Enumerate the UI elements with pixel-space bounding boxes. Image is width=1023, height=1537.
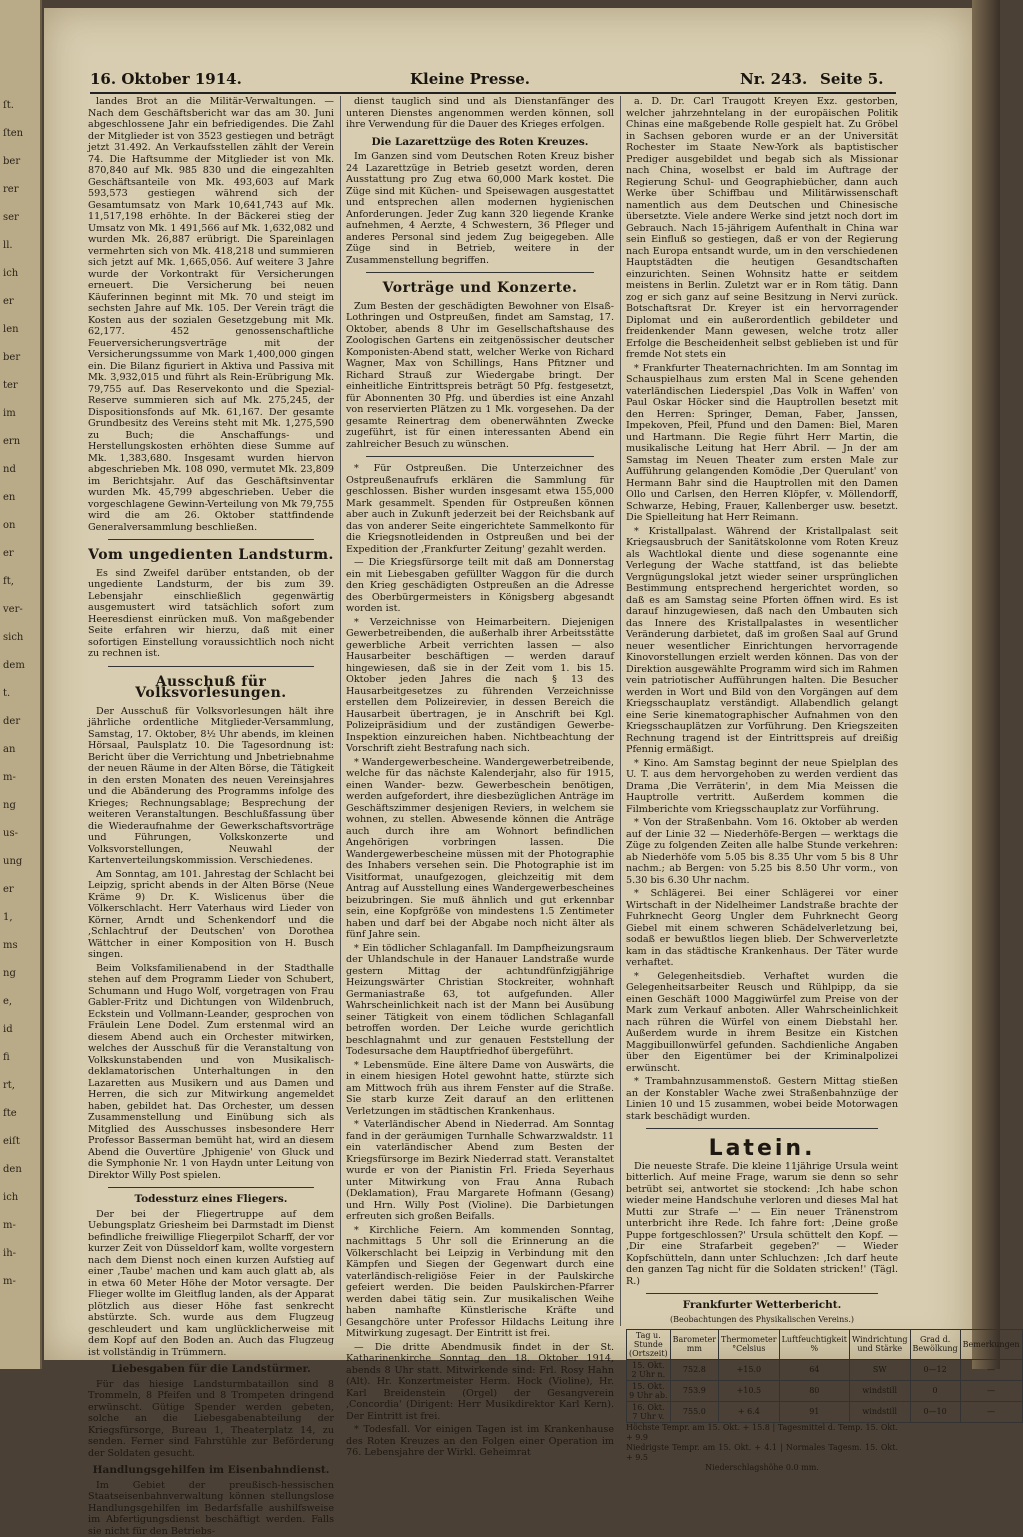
book-spine: [972, 0, 1000, 1369]
weather-row: [627, 1401, 1023, 1422]
previous-page-text-fragment: der: [3, 716, 20, 728]
divider: [108, 666, 314, 667]
previous-page-text-fragment: ern: [3, 436, 20, 448]
divider: [646, 1128, 878, 1129]
weather-cell: +10.5: [719, 1380, 780, 1401]
weather-cell: 15. Okt. 9 Uhr ab.: [627, 1380, 671, 1401]
article-text: * Trambahnzusammenstoß. Gestern Mittag stießen an der Konstabler Wache zwei Straßenbahnzüge der Linien 10 und 15 zusammen, wobei beide Motorwagen stark beschädigt wurden.: [626, 1076, 898, 1122]
article-text: * Wandergewerbescheine. Wandergewerbetreibende, welche für das nächste Kalenderjahr, also für 1915, einen Wander- bezw. Gewerbeschein benötigen, werden aufgefordert, ihre diesbezüglichen Anträge im Geschäftszimmer desjenigen Reviers, in welchem sie wohnen, zu stellen. Abwesende können die Anträge auch durch ihre am Wohnort befindlichen Angehörigen vorbringen lassen. Die Wandergewerbescheine müssen mit der Photographie des Inhabers versehen sein. Die Photographie ist im Visitformat, unaufgezogen, gleichzeitig mit dem Antrag auf Ausstellung eines Wandergewerbescheines beizubringen. Sie muß ähnlich und gut erkennbar sein, eine Kopfgröße von mindestens 1.5 Zentimeter haben und darf bei der Abgabe noch nicht älter als fünf Jahre sein.: [346, 757, 614, 941]
article-text: * Kristallpalast. Während der Kristallpalast seit Kriegsausbruch der Sanitätskolonne vom Roten Kreuz als Wachtlokal diente und diese sogenannte eine Verlegung der Wache stattfand, ist das beliebte Vergnügungslokal jetzt wieder seiner ursprünglichen Bestimmung entsprechend hergerichtet worden, so daß es am Samstag seine Pforten öffnen wird. Es ist darauf hinzugewiesen, daß nach den Umbauten sich das Innere des Kristallpalastes in wesentlicher Veränderung darbietet, daß im großen Saal auf Grund neuer wesentlicher Einrichtungen hervorragende Kinovorstellungen erzielt werden können. Das von der Direktion ausgewählte Programm wird sich im Rahmen vein patriotischer Aufführungen halten. Die Besucher werden in Wort und Bild von den Vorgängen auf dem Kriegsschauplatz verständigt. Allabendlich gelangt eine Serie kinematographischer Aufnahmen von den Kriegsschauplätzen zur Vorführung. Den Kriegszeiten Rechnung tragend ist der Eintrittspreis auf dreißig Pfennig ermäßigt.: [626, 526, 898, 756]
weather-header-cell: Barometer mm: [670, 1329, 718, 1359]
previous-page-text-fragment: fi: [3, 1052, 10, 1064]
previous-page-text-fragment: on: [3, 520, 15, 532]
previous-page-text-fragment: id: [3, 1024, 13, 1036]
previous-page-text-fragment: eiſt: [3, 1136, 20, 1148]
headline: Ausschuß für Volksvorlesungen.: [88, 677, 334, 700]
article-text: * Von der Straßenbahn. Vom 16. Oktober ab werden auf der Linie 32 — Niederhöfe-Bergen — werktags die Züge zu folgenden Zeiten alle halbe Stunde verkehren: ab Niederhöfe vom 5.05 bis 8.35 Uhr vom 5 bis 8 Uhr nachm.; ab Bergen: von 5.25 bis 8.50 Uhr vorm., von 5.30 bis 6.30 Uhr nachm.: [626, 817, 898, 886]
previous-page-text-fragment: dem: [3, 660, 25, 672]
article-text: — Die Kriegsfürsorge teilt mit daß am Donnerstag ein mit Liebesgaben gefüllter Waggon für die durch den Krieg geschädigten Ostpreußen an die Adresse des Oberbürgermeisters in Königsberg abgesandt worden ist.: [346, 557, 614, 615]
previous-page-text-fragment: ver-: [3, 604, 23, 616]
weather-cell: 64: [779, 1359, 849, 1380]
headline: Vorträge und Konzerte.: [346, 283, 614, 295]
previous-page-text-fragment: ung: [3, 856, 22, 868]
weather-cell: 755.0: [670, 1401, 718, 1422]
previous-page-text-fragment: m-: [3, 772, 16, 784]
weather-cell: —: [960, 1359, 1022, 1380]
previous-page-text-fragment: ter: [3, 380, 18, 392]
previous-page-text-fragment: er: [3, 884, 14, 896]
weather-cell: + 6.4: [719, 1401, 780, 1422]
previous-page-text-fragment: im: [3, 408, 16, 420]
article-text: Die neueste Strafe. Die kleine 11jährige Ursula weint bitterlich. Auf meine Frage, warum sie denn so sehr betrübt sei, antwortet sie stockend: ‚Ich habe schon wieder meine Handschuhe verloren und dieses Mal hat Mutti zur Strafe —' — Ein neuer Tränenstrom unterbricht ihre Rede. Ich fahre fort: ‚Deine große Puppe fortgeschlossen?' Ursula schüttelt den Kopf. — ‚Dir eine Strafarbeit gegeben?' — Wieder Kopfschütteln, dann unter Schluchzen: ‚Ich darf heute den ganzen Tag nicht für die Soldaten stricken!' (Tägl. R.): [626, 1161, 898, 1288]
weather-cell: 0—10: [910, 1401, 960, 1422]
article-text: * Kirchliche Feiern. Am kommenden Sonntag, nachmittags 5 Uhr soll die Erinnerung an die Völkerschlacht bei Leipzig in Verbindung mit den Kämpfen und Siegen der Gegenwart durch eine vaterländisch-religiöse Feier in der Paulskirche gefeiert werden. Die beiden Paulskirchen-Pfarrer werden dabei tätig sein. Zur musikalischen Weihe haben namhafte Künstlerische Kräfte und Gesangchöre unter Professor Hildachs Leitung ihre Mitwirkung zugesagt. Der Eintritt ist frei.: [346, 1225, 614, 1340]
previous-page-text-fragment: m-: [3, 1276, 16, 1288]
headline: Todessturz eines Fliegers.: [88, 1194, 334, 1206]
weather-cell: —: [960, 1380, 1022, 1401]
previous-page-text-fragment: m-: [3, 1220, 16, 1232]
previous-page-text-fragment: 1,: [3, 912, 13, 924]
article-text: Beim Volksfamilienabend in der Stadthalle stehen auf dem Programm Lieder von Schubert, Schumann und Hugo Wolf, vorgetragen von Frau Gabler-Fritz und Dichtungen von Wildenbruch, Eckstein und Vollmann-Leander, gesprochen von Fräulein Lene Dodel. Zum erstenmal wird an diesem Abend auch ein Orchester mitwirken, welches der Ausschuß für die Veranstaltung von Volkskunstabenden und von Musikalisch-deklamatorischen Unterhaltungen in den Lazaretten aus Musikern und aus Damen und Herren, die sich zur Mitwirkung angemeldet haben, gebildet hat. Das Orchester, um dessen Zusammenstellung und Einübung sich als Mitglied des Ausschusses insbesondere Herr Professor Basserman bemüht hat, wird an diesem Abend die Ouvertüre ‚Jphigenie' von Gluck und die Symphonie Nr. 1 von Haydn unter Leitung von Direktor Willy Post spielen.: [88, 963, 334, 1182]
weather-cell: 753.9: [670, 1380, 718, 1401]
previous-page-text-fragment: e,: [3, 996, 12, 1008]
article-text: — Die dritte Abendmusik findet in der St. Katharinenkirche Sonntag den 18. Oktober 1914, abends 8 Uhr statt. Mitwirkende sind: Frl. Rosy Hahn (Alt). Hr. Konzertmeister Herm. Hock (Violine), Hr. Karl Breidenstein (Orgel) der Gesangverein ‚Concordia' (Dirigent: Herr Musikdirektor Karl Kern). Der Eintritt ist frei.: [346, 1342, 614, 1423]
article-text: * Vaterländischer Abend in Niederrad. Am Sonntag fand in der geräumigen Turnhalle Schwarzwaldstr. 11 ein vaterländischer Abend zum Besten der Kriegsfürsorge im Bezirk Niederrad statt. Veranstaltet wurde er von der Pianistin Frl. Frieda Seyerhaus unter Mitwirkung von Frau Anna Rubach (Deklamation), Frau Margarete Hofmann (Gesang) und Hrn. Willy Post (Violine). Die Darbietungen erfreuten sich großen Beifalls.: [346, 1119, 614, 1223]
article-text: * Für Ostpreußen. Die Unterzeichner des Ostpreußenaufrufs erklären die Sammlung für geschlossen. Bisher wurden insgesamt etwa 155,000 Mark gesammelt. Spenden für Ostpreußen können aber auch in Zukunft jederzeit bei der Reichsbank auf das von anderer Seite eingerichtete Sammelkonto für die Kriegsnotleidenden in Ostpreußen und bei der Expedition der ‚Frankfurter Zeitung' gezahlt werden.: [346, 463, 614, 555]
article-text: Der bei der Fliegertruppe auf dem Uebungsplatz Griesheim bei Darmstadt im Dienst befindliche freiwillige Fliegerpilot Scharff, der vor kurzer Zeit von Düsseldorf kam, wollte vorgestern nach dem Dienst noch einen kurzen Aufstieg auf einer ‚Taube' machen und kam auch glatt ab, als in etwa 60 Meter Höhe der Motor versagte. Der Flieger wollte im Gleitflug landen, als der Apparat plötzlich aus dieser Höhe fast senkrecht abstürzte. Sch. wurde aus dem Flugzeug geschleudert und kam unglücklicherweise mit dem Kopf auf den Boden an. Auch das Flugzeug ist vollständig in Trümmern.: [88, 1209, 334, 1359]
column-3: [626, 96, 898, 1336]
article-text: * Gelegenheitsdieb. Verhaftet wurden die Gelegenheitsarbeiter Reusch und Rühlpipp, da sie einen Geschäft 1000 Maggiwürfel zum Preise von der Mark zum Verkauf anboten. Aller Wahrscheinlichkeit nach rühren die Würfel von einem Diebstahl her. Außerdem wurde in ihrem Besitze ein Kistchen Maggibuillonwürfel gefunden. Sachdienliche Angaben über den Eigentümer bei der Kriminalpolizei erwünscht.: [626, 971, 898, 1075]
weather-cell: 16. Okt. 7 Uhr v.: [627, 1401, 671, 1422]
headline: Vom ungedienten Landsturm.: [88, 550, 334, 562]
masthead-page: Seite 5.: [820, 70, 883, 88]
previous-page-text-fragment: ser: [3, 212, 19, 224]
article-text: dienst tauglich sind und als Dienstanfänger des unteren Dienstes angenommen werden können, soll ihre Verwendung für die Dauer des Krieges erfolgen.: [346, 96, 614, 131]
masthead-title: Kleine Presse.: [410, 70, 530, 88]
article-text: * Frankfurter Theaternachrichten. Im am Sonntag im Schauspielhaus zum ersten Mal in Scene gehenden vaterländischen Liederspiel ‚Das Volk in Waffen' von Paul Oskar Höcker sind die Hauptrollen besetzt mit den Herren: Springer, Deman, Faber, Janssen, Impekoven, Pfeil, Pfund und den Damen: Biel, Maren und Hartmann. Die Regie führt Herr Martin, die musikalische Leitung hat Herr Abril. — Jn der am Samstag im Neuen Theater zum ersten Male zur Aufführung gelangenden Komödie ‚Der Querulant' von Hermann Bahr sind die Hauptrollen mit den Damen Ollo und Carlsen, den Herren Klöpfer, v. Möllendorff, Schwarze, Hebing, Frauer, Kallenberger usw. besetzt. Die Spielleitung hat Herr Reimann.: [626, 363, 898, 524]
previous-page-text-fragment: fte: [3, 1108, 17, 1120]
article-text: * Ein tödlicher Schlaganfall. Im Dampfheizungsraum der Uhlandschule in der Hanauer Landstraße wurde gestern Mittag der achtundfünfzigjährige Heizungswärter Christian Stockreiter, wohnhaft Germaniastraße 63, tot aufgefunden. Aller Wahrscheinlichkeit nach ist der Mann bei Ausübung seiner Tätigkeit von einem tödlichen Schlaganfall betroffen worden. Der Leiche wurde gerichtlich beschlagnahmt und zur genauen Feststellung der Todesursache dem Hauptfriedhof übergeführt.: [346, 943, 614, 1058]
article-text: * Todesfall. Vor einigen Tagen ist im Krankenhause des Roten Kreuzes an den Folgen einer Operation im 76. Lebensjahre der Wirkl. Geheimrat: [346, 1424, 614, 1459]
previous-page-text-fragment: sich: [3, 632, 23, 644]
previous-page-edge: [0, 0, 42, 1369]
divider: [108, 1187, 314, 1188]
article-text: Im Gebiet der preußisch-hessischen Staatseisenbahnverwaltung können stellungslose Handlungsgehilfen im Bedarfsfalle aushilfsweise im Abfertigungsdienst beschäftigt werden. Falls sie nicht für den Betriebs-: [88, 1480, 334, 1537]
weather-subtitle: (Beobachtungen des Physikalischen Vereins.): [626, 1315, 898, 1325]
column-1: [88, 96, 334, 1336]
article-text: Zum Besten der geschädigten Bewohner von Elsaß-Lothringen und Ostpreußen, findet am Samstag, 17. Oktober, abends 8 Uhr im Gesellschaftshause des Zoologischen Gartens ein zeitgenössischer deutscher Komponisten-Abend statt, welcher Werke von Richard Wagner, Max von Schillings, Hans Pfitzner und Richard Strauß zur Wiedergabe bringt. Der einheitliche Eintrittspreis beträgt 50 Pfg. festgesetzt, für Abonnenten 30 Pfg. und überdies ist eine Anzahl von reservierten Plätzen zu 1 Mk. vorgesehen. Da der gesamte Reinertrag dem obenerwähnten Zwecke zugeführt, ist für einen interessanten Abend ein zahlreicher Besuch zu wünschen.: [346, 301, 614, 451]
previous-page-text-fragment: den: [3, 1164, 22, 1176]
article-text: landes Brot an die Militär-Verwaltungen. — Nach dem Geschäftsbericht war das am 30. Juni abgeschlossene Jahr ein befriedigendes. Die Zahl der Mitglieder ist von 3523 gestiegen und beträgt jetzt 31.492. An Verkaufsstellen zählt der Verein 74. Die Haftsumme der Mitglieder ist von Mk. 870,840 auf Mk. 985 830 und die eingezahlten Geschäftsanteile von Mk. 493,603 auf Mark 593,573 gestiegen während sich der Gesamtumsatz von Mark 10,641,743 auf Mk. 11,517,198 erhöhte. In der Bäckerei stieg der Umsatz von Mk. 1 491,566 auf Mk. 1,632,082 und wurden Mk. 26,887 erübrigt. Die Spareinlagen vermehrten sich von Mk. 418,218 und summieren sich jetzt auf Mk. 1,665,056. Auf weitere 3 Jahre wurde der Vorkontrakt für Versicherungen erneuert. Die Versicherung bei neuen Käuferinnen beginnt mit Mk. 70 und steigt im sechsten Jahre auf Mk. 105. Der Verein trägt die Kosten aus der sozialen Gesetzgebung mit Mk. 62,177. 452 genossenschaftliche Feuerversicherungsverträge mit der Versicherungssumme von Mark 1,400,000 gingen ein. Die Bilanz figuriert in Aktiva und Passiva mit Mk. 3,932,015 und führt als Rein-Erübrigung Mk. 79,755 auf. Das Reservekonto und die Spezial-Reserve summieren sich auf Mk. 275,245, der Dispositionsfonds auf Mk. 61,167. Der gesamte Grundbesitz des Vereins steht mit Mk. 1,275,590 zu Buch; die Anschaffungs- und Herstellungskosten erhöhten diese Summe auf Mk. 1,383,680. Insgesamt wurden hiervon abgeschrieben Mk. 108 090, vermutet Mk. 23,809 im Berichtsjahr. Auf das Geschäftsinventar wurden Mk. 45,799 abgeschrieben. Ueber die vorgeschlagene Gewinn-Verteilung von Mk 79,755 wird die am 26. Oktober stattfindende Generalversammlung beschließen.: [88, 96, 334, 533]
weather-header-cell: Luftfeuchtigkeit %: [779, 1329, 849, 1359]
weather-title: Frankfurter Wetterbericht.: [626, 1300, 898, 1312]
weather-row: [627, 1380, 1023, 1401]
previous-page-text-fragment: t.: [3, 688, 10, 700]
article-text: a. D. Dr. Carl Traugott Kreyen Exz. gestorben, welcher jahrzehntelang in der europäischen Politik Chinas eine maßgebende Rolle gespielt hat. Zu Gröbel in Sachsen geboren wurde er an der Universität Rochester im Staate New-York als baptistischer Prediger ausgebildet und begab sich als Missionar nach China, woselbst er bald im Auftrage der Regierung Schul- und Geographiebücher, dann auch Werke über Schiffbau und Militärwissenschaft namentlich aus dem Deutschen und Chinesische übersetzte. Viele andere Werke sind jetzt noch dort im Gebrauch. Nach 15-jährigem Aufenthalt in China war sein Einfluß so gestiegen, daß er von der Regierung nach Europa entsandt wurde, um in den verschiedenen Hauptstädten die heutigen Gesandtschaften einzurichten. Seinen Wohnsitz hatte er seitdem meistens in Berlin. Zuletzt war er in Rom tätig. Dann zog er sich ganz auf seine Besitzung in Nervi zurück. Botschaftsrat Dr. Kreyer ist ein hervorragender Diplomat und ein außerordentlich gebildeter und freidenkender Mann gewesen, welche trotz aller Erfolge die Bescheidenheit selbst geblieben ist und für fremde Not stets ein: [626, 96, 898, 361]
column-divider: [620, 96, 621, 1326]
headline: Handlungsgehilfen im Eisenbahndienst.: [88, 1465, 334, 1477]
previous-page-text-fragment: ng: [3, 800, 16, 812]
previous-page-text-fragment: ich: [3, 1192, 18, 1204]
weather-cell: 0: [910, 1380, 960, 1401]
article-text: Am Sonntag, am 101. Jahrestag der Schlacht bei Leipzig, spricht abends in der Alten Börse (Neue Kräme 9) Dr. K. Wislicenus über die Völkerschlacht. Herr Vaterhaus wird Lieder von Körner, Arndt und Schenkendorf und die ‚Schlachtruf der Deutschen' von Dorothea Wättcher in einer Komposition von H. Busch singen.: [88, 869, 334, 961]
article-text: Es sind Zweifel darüber entstanden, ob der ungediente Landsturm, der bis zum 39. Lebensjahr einschließlich gegenwärtig ausgemustert wird tatsächlich sofort zum Heeresdienst einrücken muß. Von maßgebender Seite erfahren wir hierzu, daß mit einer sofortigen Einstellung voraussichtlich noch nicht zu rechnen ist.: [88, 568, 334, 660]
previous-page-text-fragment: ber: [3, 156, 20, 168]
weather-header-cell: Tag u. Stunde (Ortszeit): [627, 1329, 671, 1359]
previous-page-text-fragment: ng: [3, 968, 16, 980]
previous-page-text-fragment: ſten: [3, 128, 23, 140]
previous-page-text-fragment: er: [3, 296, 14, 308]
weather-header-cell: Thermometer °Celsius: [719, 1329, 780, 1359]
previous-page-text-fragment: len: [3, 324, 19, 336]
weather-row: [627, 1359, 1023, 1380]
divider: [108, 539, 314, 540]
weather-cell: 15. Okt. 2 Uhr n.: [627, 1359, 671, 1380]
weather-footer: Höchste Tempr. am 15. Okt. + 15.8 | Tagesmittel d. Temp. 15. Okt. + 9.9: [626, 1423, 898, 1443]
weather-cell: 91: [779, 1401, 849, 1422]
previous-page-text-fragment: ich: [3, 268, 18, 280]
article-text: * Lebensmüde. Eine ältere Dame von Auswärts, die in einem hiesigen Hotel gewohnt hatte, stürzte sich am Mittwoch früh aus ihrem Fenster auf die Straße. Sie starb kurze Zeit darauf an den erlittenen Verletzungen im städtischen Krankenhaus.: [346, 1060, 614, 1118]
previous-page-text-fragment: rt,: [3, 1080, 15, 1092]
masthead-date: 16. Oktober 1914.: [90, 70, 242, 88]
article-text: Für das hiesige Landsturmbataillon sind 8 Trommeln, 8 Pfeifen und 8 Trompeten dringend erwünscht. Gütige Spender werden gebeten, solche an die Liebesgabenabteilung der Kriegsfürsorge, Bureau 1, Theaterplatz 14, zu senden. Ferner sind Fahrstühle zur Beförderung der Soldaten gesucht.: [88, 1379, 334, 1460]
weather-cell: SW: [849, 1359, 910, 1380]
article-text: Der Ausschuß für Volksvorlesungen hält ihre jährliche ordentliche Mitglieder-Versammlung, Samstag, 17. Oktober, 8½ Uhr abends, im kleinen Hörsaal, Paulsplatz 10. Die Tagesordnung ist: Bericht über die Verrichtung und Jnbetriebnahme der neuen Räume in der Alten Börse, die Tätigkeit in den ersten Monaten des neuen Vereinsjahres und die Abänderung des Programms infolge des Krieges; Rechnungsablage; Besprechung der weiteren Veranstaltungen. Beschlußfassung über die Wiederaufnahme der Gewerkschaftsvorträge und Führungen, Volkskonzerte und Volksvorstellungen, Neuwahl der Kartenverteilungskommission. Verschiedenes.: [88, 706, 334, 867]
previous-page-text-fragment: ms: [3, 940, 18, 952]
masthead: [90, 66, 896, 94]
previous-page-text-fragment: ll.: [3, 240, 13, 252]
divider: [366, 272, 594, 273]
weather-cell: windstill: [849, 1380, 910, 1401]
column-2: [346, 96, 614, 1336]
previous-page-text-fragment: an: [3, 744, 15, 756]
weather-header-cell: Grad d. Bewölkung: [910, 1329, 960, 1359]
weather-cell: 0—12: [910, 1359, 960, 1380]
previous-page-text-fragment: er: [3, 548, 14, 560]
headline: Die Lazarettzüge des Roten Kreuzes.: [346, 137, 614, 149]
previous-page-text-fragment: ſt.: [3, 100, 14, 112]
divider: [366, 456, 594, 457]
weather-header-cell: Bemerkungen: [960, 1329, 1022, 1359]
weather-table: [626, 1329, 1023, 1423]
previous-page-text-fragment: ih-: [3, 1248, 16, 1260]
article-text: * Kino. Am Samstag beginnt der neue Spielplan des U. T. aus dem hervorgehoben zu werden verdient das Drama ‚Die Verräterin', in dem Mia Meissen die Hauptrolle vertritt. Außerdem kommen die Filmberichte vom Kriegsschauplatz zur Vorführung.: [626, 758, 898, 816]
article-text: Im Ganzen sind vom Deutschen Roten Kreuz bisher 24 Lazarettzüge in Betrieb gesetzt worden, deren Ausstattung pro Zug etwa 60,000 Mark kostet. Die Züge sind mit Küchen- und Speisewagen ausgestattet und entsprechen allen modernen hygienischen Anforderungen. Jeder Zug kann 320 liegende Kranke aufnehmen, 4 Aerzte, 4 Schwestern, 36 Pfleger und anderes Personal sind jedem Zug beigegeben. Alle Züge sind in Betrieb, weitere in der Zusammenstellung begriffen.: [346, 151, 614, 266]
weather-cell: 80: [779, 1380, 849, 1401]
weather-header-cell: Windrichtung und Stärke: [849, 1329, 910, 1359]
divider: [646, 1293, 878, 1294]
previous-page-text-fragment: rer: [3, 184, 18, 196]
article-text: * Schlägerei. Bei einer Schlägerei vor einer Wirtschaft in der Nidelheimer Landstraße brachte der Fuhrknecht Georg Ungler dem Fuhrknecht Georg Giebel mit einem schweren Schädelverletzung bei, sodaß er bewußtlos liegen blieb. Der Schwerverletzte kam in das städtische Krankenhaus. Der Täter wurde verhaftet.: [626, 888, 898, 969]
weather-cell: +15.0: [719, 1359, 780, 1380]
previous-page-text-fragment: us-: [3, 828, 18, 840]
headline: Latein.: [626, 1143, 898, 1155]
weather-cell: windstill: [849, 1401, 910, 1422]
weather-cell: 752.8: [670, 1359, 718, 1380]
weather-footer: Niedrigste Tempr. am 15. Okt. + 4.1 | Normales Tagesm. 15. Okt. + 9.5: [626, 1443, 898, 1463]
column-divider: [340, 96, 341, 1326]
article-text: * Verzeichnisse von Heimarbeitern. Diejenigen Gewerbetreibenden, die außerhalb ihrer Arbeitsstätte gewerbliche Arbeit verrichten lassen — also Hausarbeiter beschäftigen — werden darauf hingewiesen, daß sie in der Zeit vom 1. bis 15. Oktober jeden Jahres die nach § 13 des Hausarbeitgesetzes zu führenden Verzeichnisse erstellen dem Polizeirevier, in dessen Bereich die Hausarbeit übertragen, je in Anschrift bei Kgl. Polizeipräsidium und der zuständigen Gewerbe-Inspektion einzureichen haben. Nichtbeachtung der Vorschrift zieht Bestrafung nach sich.: [346, 617, 614, 755]
weather-footer: Niederschlagshöhe 0.0 mm.: [626, 1463, 898, 1473]
previous-page-text-fragment: ft,: [3, 576, 14, 588]
masthead-issue: Nr. 243.: [740, 70, 807, 88]
weather-cell: —: [960, 1401, 1022, 1422]
previous-page-text-fragment: en: [3, 492, 15, 504]
headline: Liebesgaben für die Landstürmer.: [88, 1364, 334, 1376]
previous-page-text-fragment: nd: [3, 464, 16, 476]
weather-header-row: [627, 1329, 1023, 1359]
previous-page-text-fragment: ber: [3, 352, 20, 364]
